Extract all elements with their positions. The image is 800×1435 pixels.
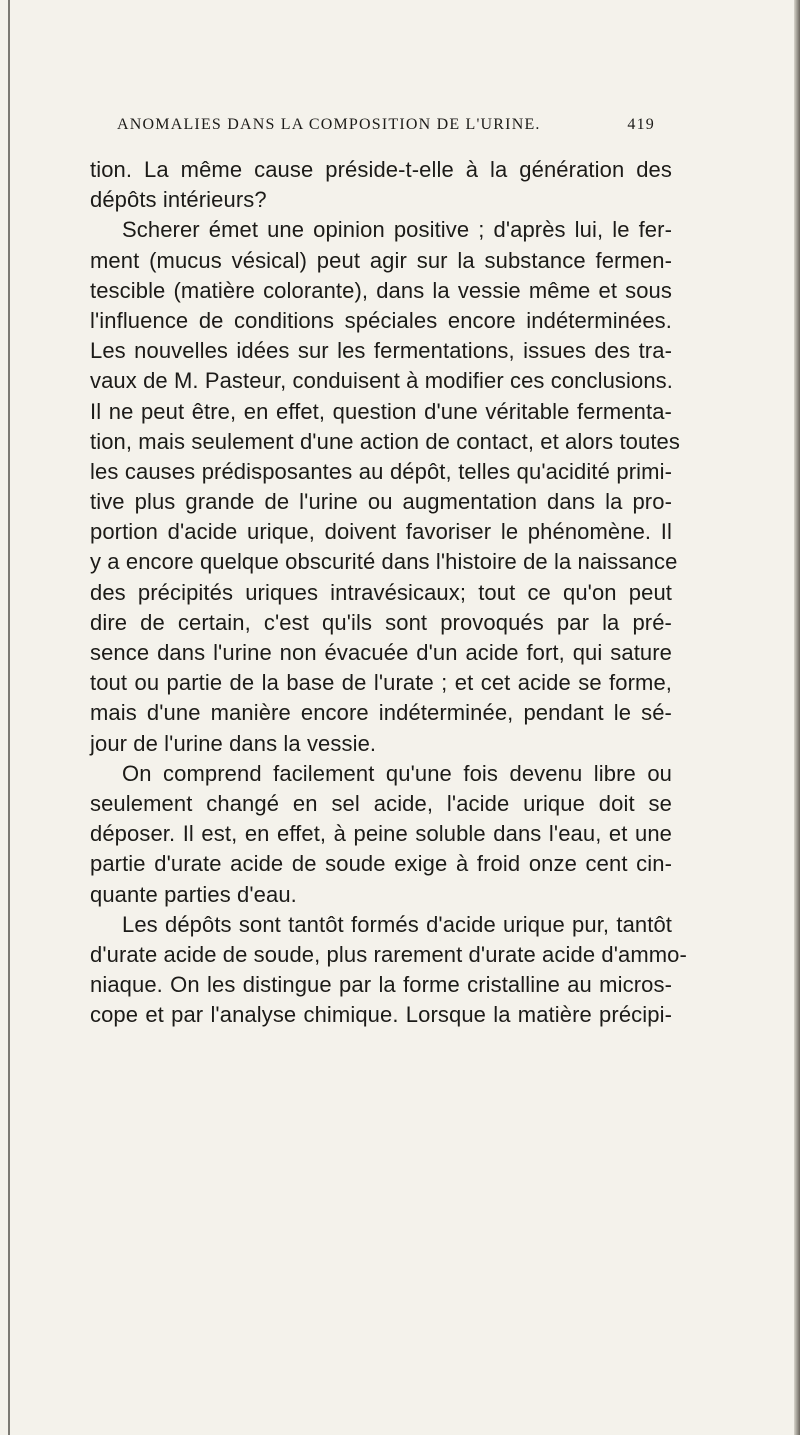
page-edge-shadow	[794, 0, 800, 1435]
text-line: On comprend facilement qu'une fois devenu libre ou	[122, 760, 672, 786]
text-line: Il ne peut être, en effet, question d'une véritable fermenta-	[90, 398, 672, 424]
text-line: l'influence de conditions spéciales encore indéterminées.	[90, 307, 672, 333]
text-line: niaque. On les distingue par la forme cristalline au micros-	[90, 972, 672, 998]
text-line: d'urate acide de soude, plus rarement d'urate acide d'ammo-	[90, 941, 687, 967]
text-line: sence dans l'urine non évacuée d'un acide fort, qui sature	[90, 640, 672, 665]
text-line: tive plus grande de l'urine ou augmentation dans la pro-	[90, 489, 672, 515]
text-line: partie d'urate acide de soude exige à froid onze cent cin-	[90, 851, 672, 877]
text-line: ment (mucus vésical) peut agir sur la substance fermen-	[90, 247, 672, 273]
text-line: tion. La même cause préside-t-elle à la génération des	[90, 157, 672, 182]
text-line: tescible (matière colorante), dans la vessie même et sous	[90, 277, 672, 303]
page-edge-rule	[8, 0, 10, 1435]
text-line: des précipités uriques intravésicaux; tout ce qu'on peut	[90, 579, 672, 605]
running-head	[117, 116, 655, 134]
text-line: seulement changé en sel acide, l'acide urique doit se	[90, 790, 672, 816]
text-line: tout ou partie de la base de l'urate ; et cet acide se forme,	[90, 670, 672, 696]
text-line: jour de l'urine dans la vessie.	[90, 730, 377, 756]
text-line: vaux de M. Pasteur, conduisent à modifier ces conclusions.	[90, 368, 673, 394]
text-line: dire de certain, c'est qu'ils sont provoqués par la pré-	[90, 609, 672, 635]
running-title: ANOMALIES DANS LA COMPOSITION DE L'URINE.	[117, 116, 541, 133]
text-line: dépôts intérieurs?	[90, 187, 267, 213]
text-line: mais d'une manière encore indéterminée, pendant le sé-	[90, 700, 672, 726]
text-line: quante parties d'eau.	[90, 881, 297, 907]
text-line: Les dépôts sont tantôt formés d'acide urique pur, tantôt	[122, 911, 672, 937]
text-line: les causes prédisposantes au dépôt, telles qu'acidité primi-	[90, 458, 672, 484]
text-line: déposer. Il est, en effet, à peine soluble dans l'eau, et une	[90, 821, 672, 847]
text-line: tion, mais seulement d'une action de contact, et alors toutes	[90, 428, 680, 454]
body-text	[90, 155, 687, 1030]
text-line: y a encore quelque obscurité dans l'histoire de la naissance	[90, 549, 678, 575]
text-line: Scherer émet une opinion positive ; d'après lui, le fer-	[122, 217, 672, 243]
page-number: 419	[627, 116, 655, 133]
text-line: Les nouvelles idées sur les fermentations, issues des tra-	[90, 338, 672, 364]
text-line: portion d'acide urique, doivent favoriser le phénomène. Il	[90, 519, 672, 545]
text-line: cope et par l'analyse chimique. Lorsque la matière précipi-	[90, 1002, 672, 1028]
